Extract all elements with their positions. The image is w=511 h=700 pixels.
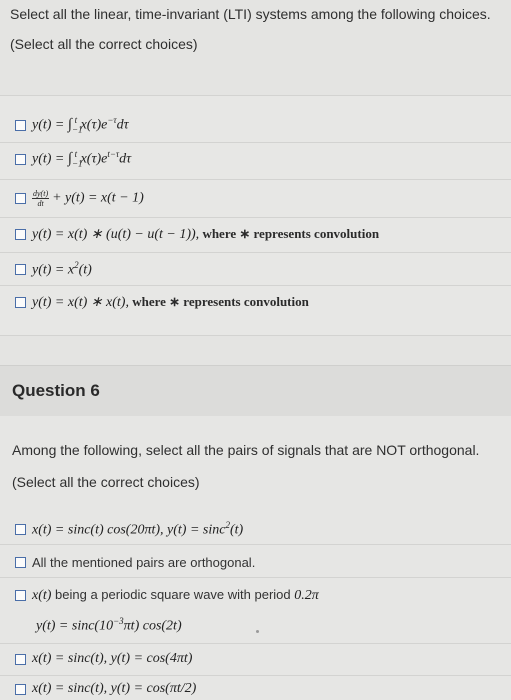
- q6-choice-4[interactable]: [15, 648, 192, 670]
- checkbox[interactable]: [15, 557, 26, 568]
- q5-choice-5[interactable]: [15, 258, 92, 280]
- q6-choice-5-formula: x(t) = sinc(t), y(t) = cos(πt/2): [32, 681, 197, 696]
- divider: [0, 643, 511, 644]
- divider: [0, 285, 511, 286]
- q6-choice-3[interactable]: [15, 584, 319, 606]
- q6-instruction: (Select all the correct choices): [12, 474, 200, 490]
- divider: [0, 335, 511, 336]
- divider: [0, 252, 511, 253]
- q5-choice-4-formula: y(t) = x(t) ∗ (u(t) − u(t − 1)), where ∗ represents convolution: [32, 226, 380, 242]
- q5-choice-6-formula: y(t) = x(t) ∗ x(t), where ∗ represents convolution: [32, 294, 309, 310]
- q6-choice-1-formula: x(t) = sinc(t) cos(20πt), y(t) = sinc$^2$(t): [32, 519, 244, 538]
- q5-choice-6[interactable]: [15, 291, 309, 313]
- q6-prompt: Among the following, select all the pairs of signals that are NOT orthogonal.: [12, 442, 480, 458]
- q6-choice-1[interactable]: [15, 518, 243, 540]
- q5-choice-5-formula: $y(t) = x^2(t)$: [32, 259, 92, 278]
- q6-choice-5[interactable]: [15, 678, 196, 700]
- q6-choice-2-label: All the mentioned pairs are orthogonal.: [32, 554, 256, 570]
- q5-instruction: (Select all the correct choices): [10, 36, 198, 52]
- checkbox[interactable]: [15, 120, 26, 131]
- q6-choice-4-formula: x(t) = sinc(t), y(t) = cos(4πt): [32, 651, 193, 666]
- q6-choice-3-formula: $y(t) = \sin c(10^{-3}\pi t)$ cos(2t): [36, 615, 182, 634]
- checkbox[interactable]: [15, 154, 26, 165]
- divider: [0, 95, 511, 96]
- q6-choice-2[interactable]: [15, 551, 255, 573]
- q5-choice-3-formula: $\frac{dy(t)}{dt}$ + y(t) = x(t − 1): [33, 188, 144, 208]
- q5-choice-1[interactable]: [15, 114, 129, 136]
- checkbox[interactable]: [15, 654, 26, 665]
- q6-header: [0, 365, 511, 417]
- q5-choice-2[interactable]: [15, 148, 131, 170]
- divider: [0, 544, 511, 545]
- q5-choice-4[interactable]: [15, 223, 379, 245]
- checkbox[interactable]: [15, 297, 26, 308]
- divider: [0, 217, 511, 218]
- q5-prompt: Select all the linear, time-invariant (LTI) systems among the following choices.: [10, 6, 491, 22]
- q6-choice-3-continuation: [36, 614, 182, 636]
- stray-dot: [256, 630, 259, 633]
- q6-title: Question 6: [12, 381, 100, 400]
- q5-choice-3[interactable]: [15, 187, 144, 209]
- divider: [0, 675, 511, 676]
- divider: [0, 142, 511, 143]
- q5-choice-2-formula: $y(t) = \int_{-1}^t$ $x(\tau)e^{t-\tau}d\tau$: [32, 149, 132, 169]
- checkbox[interactable]: [15, 193, 26, 204]
- checkbox[interactable]: [15, 684, 26, 695]
- checkbox[interactable]: [15, 524, 26, 535]
- checkbox[interactable]: [15, 264, 26, 275]
- checkbox[interactable]: [15, 590, 26, 601]
- q5-choice-1-formula: $y(t) = \int_{-1}^t$ $x(\tau)e^{-\tau}d\tau$: [32, 115, 129, 135]
- q6-choice-3-label: x(t) being a periodic square wave with period 0.2π: [32, 587, 319, 603]
- checkbox[interactable]: [15, 229, 26, 240]
- divider: [0, 179, 511, 180]
- divider: [0, 577, 511, 578]
